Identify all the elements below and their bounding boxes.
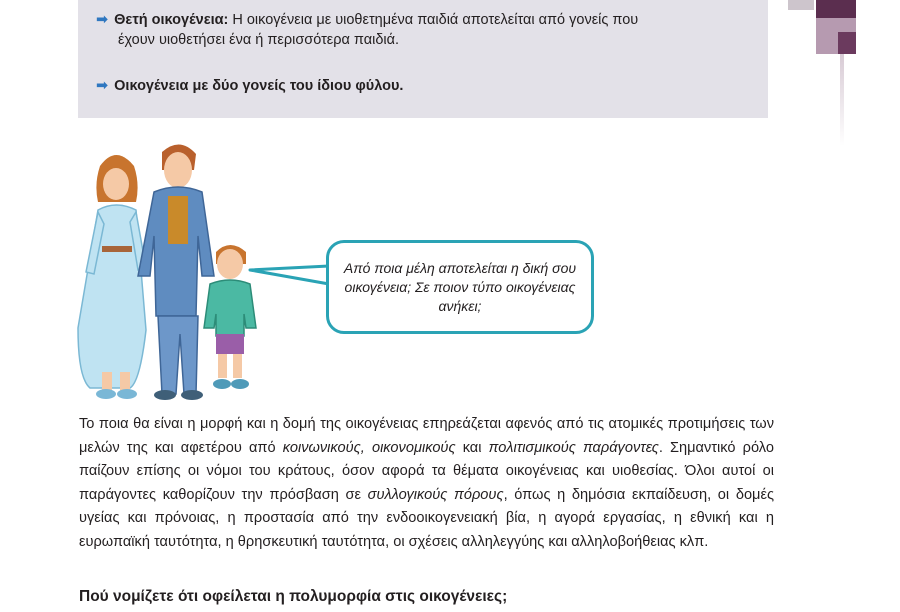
- bullet-text-continued: έχουν υιοθετήσει ένα ή περισσότερα παιδιά.: [118, 32, 400, 48]
- bullet-term: Οικογένεια με δύο γονείς του ίδιου φύλου.: [114, 78, 404, 94]
- corner-decoration: [816, 0, 856, 18]
- father-figure: [138, 144, 214, 400]
- speech-bubble-tail: [248, 262, 332, 290]
- arrow-icon: ➡: [96, 12, 109, 28]
- paragraph-text: και: [455, 439, 489, 456]
- paragraph-emphasis: συλλογικούς πόρους: [367, 486, 504, 503]
- body-paragraph: [79, 413, 774, 554]
- paragraph-text: . Σημαντικό ρόλο παίζουν επίσης οι νόμοι του κράτους, όσον αφορά τα θέματα οικογένειας και υιοθεσίας. Όλοι αυτοί οι παράγοντες καθορίζουν την πρόσβαση σε: [79, 439, 774, 503]
- paragraph-text: , όπως η δημόσια εκπαίδευση, οι δομές υγείας και πρόνοιας, η προστασία από την ενδοοικογενειακή βία, η αγορά εργασίας, η εθνική και η ευρωπαϊκή ταυτότητα, η θρησκευτική ταυτότητα, οι σχέσεις αλληλεγγύης και αλληλοβοήθειας κλπ.: [79, 486, 775, 550]
- bullet-term: Θετή οικογένεια:: [114, 12, 229, 28]
- info-box: [78, 0, 768, 118]
- bullet-same-sex-family: [96, 76, 756, 96]
- discussion-question: Πού νομίζετε ότι οφείλεται η πολυμορφία στις οικογένειες;: [79, 588, 508, 605]
- paragraph-emphasis: πολιτισμικούς παράγοντες: [488, 439, 659, 456]
- paragraph-emphasis: κοινωνικούς, οικονομικούς: [282, 439, 456, 456]
- bullet-text: Η οικογένεια με υιοθετημένα παιδιά αποτελείται από γονείς που: [228, 12, 639, 28]
- speech-bubble: [326, 240, 594, 334]
- arrow-icon: ➡: [96, 78, 109, 94]
- speech-bubble-text: Από ποια μέλη αποτελείται η δική σου οικογένεια; Σε ποιον τύπο οικογένειας ανήκει;: [343, 259, 577, 314]
- margin-line: [840, 54, 844, 146]
- bullet-foster-family: [96, 10, 756, 50]
- corner-decoration: [838, 32, 856, 54]
- corner-decoration: [788, 0, 814, 10]
- mother-figure: [78, 155, 146, 399]
- paragraph-text: Το ποια θα είναι η μορφή και η δομή της οικογένειας επηρεάζεται αφενός από τις ατομικές προτιμήσεις των μελών της και αφετέρου από: [79, 416, 774, 456]
